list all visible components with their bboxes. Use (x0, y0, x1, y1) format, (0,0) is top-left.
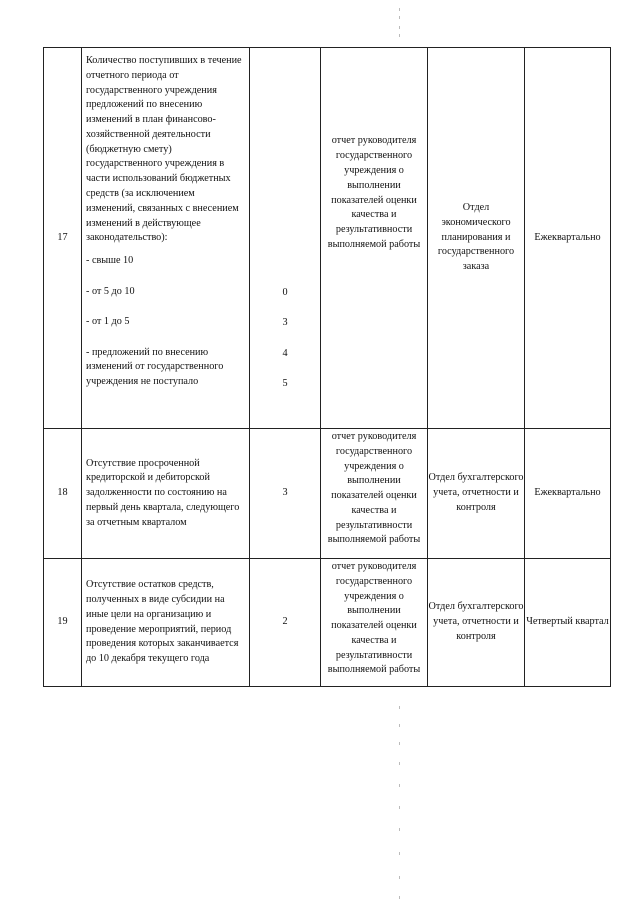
source-cell (321, 48, 428, 429)
option-label: - свыше 10 (86, 255, 134, 267)
table-row (44, 559, 611, 687)
criterion-cell: Отсутствие остатков средств, полученных в виде субсидии на иные цели на организацию и проведение мероприятий, период проведения которых заканчивается до 10 декабря текущего года (82, 559, 250, 687)
option-label: - от 5 до 10 (86, 285, 135, 297)
score-cell: 2 (250, 559, 321, 687)
criterion-intro: Количество поступивших в течение отчетного периода от государственного учреждения предложений по внесению изменений в план финансово-хозяйственной деятельности (бюджетную смету) государственного учреждения в части использований бюджетных средств (за исключением изменений, связанных с внесением изменений в действующее законодательство): (86, 55, 242, 244)
score-cell: 3 (250, 429, 321, 559)
option-label: - предложений по внесению изменений от государственного учреждения не поступало (86, 346, 224, 388)
period-cell: Четвертый квартал (525, 559, 611, 687)
table-row (44, 429, 611, 559)
responsible-cell: Отдел бухгалтерского учета, отчетности и контроля (428, 559, 525, 687)
criteria-table (43, 47, 611, 687)
responsible-cell: Отдел экономического планирования и государственного заказа (428, 48, 525, 429)
table-row (44, 48, 611, 429)
source-cell (321, 429, 428, 559)
score-cell (250, 48, 321, 429)
option-label: - от 1 до 5 (86, 316, 130, 328)
option-score: 4 (282, 348, 288, 359)
option-score: 5 (282, 378, 288, 389)
source-text: отчет руководителя государственного учреждения о выполнении показателей оценки качества и результативности выполняемой работы (327, 561, 421, 676)
responsible-cell: Отдел бухгалтерского учета, отчетности и контроля (428, 429, 525, 559)
criterion-cell: Отсутствие просроченной кредиторской и дебиторской задолженности по состоянию на первый день квартала, следующего за отчетным кварталом (82, 429, 250, 559)
source-cell (321, 559, 428, 687)
row-number: 17 (44, 48, 82, 429)
option-score: 3 (282, 317, 288, 328)
source-text: отчет руководителя государственного учреждения о выполнении показателей оценки качества и результативности выполняемой работы (327, 135, 421, 250)
period-cell: Ежеквартально (525, 429, 611, 559)
row-number: 19 (44, 559, 82, 687)
option-score: 0 (282, 287, 288, 298)
row-number: 18 (44, 429, 82, 559)
source-text: отчет руководителя государственного учреждения о выполнении показателей оценки качества и результативности выполняемой работы (327, 431, 421, 546)
criterion-cell (82, 48, 250, 429)
period-cell: Ежеквартально (525, 48, 611, 429)
